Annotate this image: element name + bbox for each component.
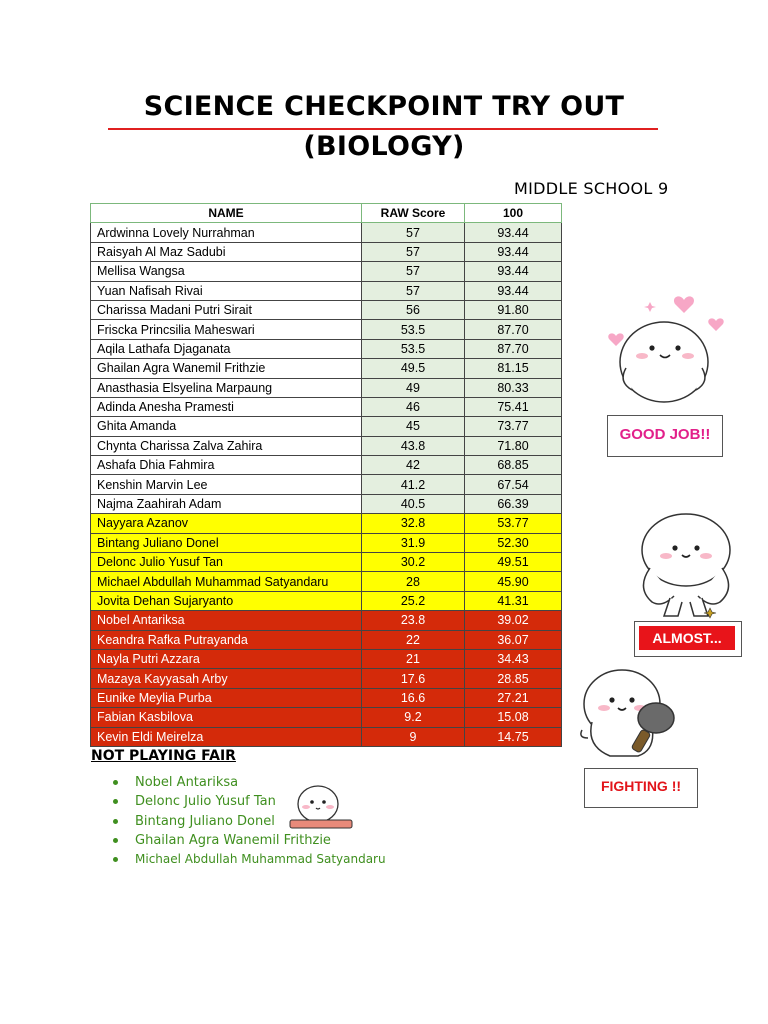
raw-score-cell: 42 — [362, 456, 465, 475]
student-name-cell: Yuan Nafisah Rivai — [91, 281, 362, 300]
page-subtitle: (BIOLOGY) — [303, 131, 465, 162]
scaled-score-cell: 39.02 — [465, 611, 562, 630]
scaled-score-cell: 81.15 — [465, 359, 562, 378]
list-item-label: Bintang Juliano Donel — [135, 813, 275, 829]
student-name-cell: Chynta Charissa Zalva Zahira — [91, 436, 362, 455]
student-name-cell: Najma Zaahirah Adam — [91, 494, 362, 513]
table-row — [91, 262, 562, 281]
student-name-cell: Ghailan Agra Wanemil Frithzie — [91, 359, 362, 378]
bullet-icon — [113, 857, 118, 862]
student-name-cell: Nayla Putri Azzara — [91, 649, 362, 668]
raw-score-cell: 21 — [362, 649, 465, 668]
scaled-score-cell: 45.90 — [465, 572, 562, 591]
student-name-cell: Keandra Rafka Putrayanda — [91, 630, 362, 649]
table-row — [91, 553, 562, 572]
raw-score-cell: 23.8 — [362, 611, 465, 630]
table-row — [91, 494, 562, 513]
table-row — [91, 378, 562, 397]
scaled-score-cell: 53.77 — [465, 514, 562, 533]
table-header-row — [91, 204, 562, 223]
table-row — [91, 669, 562, 688]
scaled-score-cell: 68.85 — [465, 456, 562, 475]
table-row — [91, 242, 562, 261]
scaled-score-cell: 27.21 — [465, 688, 562, 707]
scaled-score-cell: 66.39 — [465, 494, 562, 513]
thinking-character-sticker — [284, 780, 356, 834]
almost-label: ALMOST... — [639, 626, 735, 650]
raw-score-cell: 45 — [362, 417, 465, 436]
scaled-score-cell: 73.77 — [465, 417, 562, 436]
table-row — [91, 533, 562, 552]
table-row — [91, 688, 562, 707]
fighting-label: FIGHTING !! — [584, 768, 698, 808]
almost-label-frame — [634, 621, 742, 657]
table-row — [91, 475, 562, 494]
student-name-cell: Friscka Princsilia Maheswari — [91, 320, 362, 339]
scaled-score-cell: 52.30 — [465, 533, 562, 552]
student-name-cell: Kevin Eldi Meirelza — [91, 727, 362, 746]
student-name-cell: Fabian Kasbilova — [91, 708, 362, 727]
scaled-score-cell: 14.75 — [465, 727, 562, 746]
raw-score-cell: 49.5 — [362, 359, 465, 378]
table-row — [91, 223, 562, 242]
raw-score-cell: 28 — [362, 572, 465, 591]
student-name-cell: Kenshin Marvin Lee — [91, 475, 362, 494]
table-row — [91, 727, 562, 746]
list-item-label: Michael Abdullah Muhammad Satyandaru — [135, 852, 386, 867]
happy-character-sticker — [598, 278, 730, 406]
table-row — [91, 359, 562, 378]
raw-score-cell: 9 — [362, 727, 465, 746]
table-row — [91, 649, 562, 668]
raw-score-cell: 22 — [362, 630, 465, 649]
student-name-cell: Ashafa Dhia Fahmira — [91, 456, 362, 475]
table-row — [91, 417, 562, 436]
scaled-score-cell: 75.41 — [465, 397, 562, 416]
scaled-score-cell: 15.08 — [465, 708, 562, 727]
bullet-icon — [113, 799, 118, 804]
scaled-score-cell: 93.44 — [465, 242, 562, 261]
page-title: SCIENCE CHECKPOINT TRY OUT — [143, 91, 625, 122]
table-row — [91, 339, 562, 358]
student-name-cell: Bintang Juliano Donel — [91, 533, 362, 552]
raw-score-cell: 57 — [362, 242, 465, 261]
list-item-label: Delonc Julio Yusuf Tan — [135, 794, 276, 810]
table-row — [91, 281, 562, 300]
scaled-score-cell: 87.70 — [465, 339, 562, 358]
list-item-label: Ghailan Agra Wanemil Frithzie — [135, 832, 331, 848]
student-name-cell: Ghita Amanda — [91, 417, 362, 436]
table-row — [91, 630, 562, 649]
raw-score-cell: 41.2 — [362, 475, 465, 494]
student-name-cell: Aqila Lathafa Djaganata — [91, 339, 362, 358]
raw-score-cell: 25.2 — [362, 591, 465, 610]
student-name-cell: Nobel Antariksa — [91, 611, 362, 630]
school-label: MIDDLE SCHOOL 9 — [514, 179, 669, 198]
raw-score-cell: 53.5 — [362, 339, 465, 358]
list-item — [95, 850, 386, 869]
table-row — [91, 320, 562, 339]
student-name-cell: Eunike Meylia Purba — [91, 688, 362, 707]
raw-score-cell: 46 — [362, 397, 465, 416]
scaled-score-cell: 49.51 — [465, 553, 562, 572]
scaled-score-cell: 80.33 — [465, 378, 562, 397]
raw-score-cell: 57 — [362, 281, 465, 300]
scaled-score-cell: 28.85 — [465, 669, 562, 688]
table-row — [91, 436, 562, 455]
raw-score-cell: 40.5 — [362, 494, 465, 513]
scaled-score-cell: 91.80 — [465, 300, 562, 319]
table-row — [91, 591, 562, 610]
scaled-score-cell: 36.07 — [465, 630, 562, 649]
student-name-cell: Michael Abdullah Muhammad Satyandaru — [91, 572, 362, 591]
raw-score-cell: 56 — [362, 300, 465, 319]
table-row — [91, 300, 562, 319]
score-table — [90, 203, 562, 747]
scaled-score-cell: 34.43 — [465, 649, 562, 668]
student-name-cell: Ardwinna Lovely Nurrahman — [91, 223, 362, 242]
column-header-name: NAME — [91, 204, 362, 223]
student-name-cell: Raisyah Al Maz Sadubi — [91, 242, 362, 261]
raw-score-cell: 49 — [362, 378, 465, 397]
table-row — [91, 572, 562, 591]
student-name-cell: Nayyara Azanov — [91, 514, 362, 533]
good-job-label: GOOD JOB!! — [607, 415, 723, 457]
student-name-cell: Mellisa Wangsa — [91, 262, 362, 281]
student-name-cell: Adinda Anesha Pramesti — [91, 397, 362, 416]
table-row — [91, 456, 562, 475]
column-header-score: 100 — [465, 204, 562, 223]
bullet-icon — [113, 838, 118, 843]
bullet-icon — [113, 819, 118, 824]
student-name-cell: Delonc Julio Yusuf Tan — [91, 553, 362, 572]
standing-character-sticker — [630, 508, 740, 620]
raw-score-cell: 32.8 — [362, 514, 465, 533]
raw-score-cell: 53.5 — [362, 320, 465, 339]
column-header-raw: RAW Score — [362, 204, 465, 223]
raw-score-cell: 30.2 — [362, 553, 465, 572]
table-row — [91, 397, 562, 416]
title-underline — [108, 128, 658, 130]
scaled-score-cell: 93.44 — [465, 281, 562, 300]
table-row — [91, 514, 562, 533]
raw-score-cell: 57 — [362, 262, 465, 281]
scaled-score-cell: 41.31 — [465, 591, 562, 610]
table-row — [91, 708, 562, 727]
table-row — [91, 611, 562, 630]
student-name-cell: Charissa Madani Putri Sirait — [91, 300, 362, 319]
scaled-score-cell: 87.70 — [465, 320, 562, 339]
scaled-score-cell: 93.44 — [465, 262, 562, 281]
score-table-body — [91, 223, 562, 747]
scaled-score-cell: 93.44 — [465, 223, 562, 242]
not-playing-fair-heading: NOT PLAYING FAIR — [91, 748, 236, 764]
raw-score-cell: 43.8 — [362, 436, 465, 455]
student-name-cell: Mazaya Kayyasah Arby — [91, 669, 362, 688]
student-name-cell: Anasthasia Elsyelina Marpaung — [91, 378, 362, 397]
list-item-label: Nobel Antariksa — [135, 775, 239, 790]
raw-score-cell: 17.6 — [362, 669, 465, 688]
raw-score-cell: 57 — [362, 223, 465, 242]
raw-score-cell: 9.2 — [362, 708, 465, 727]
bullet-icon — [113, 780, 118, 785]
student-name-cell: Jovita Dehan Sujaryanto — [91, 591, 362, 610]
cooking-character-sticker — [578, 664, 684, 764]
raw-score-cell: 16.6 — [362, 688, 465, 707]
raw-score-cell: 31.9 — [362, 533, 465, 552]
scaled-score-cell: 67.54 — [465, 475, 562, 494]
scaled-score-cell: 71.80 — [465, 436, 562, 455]
